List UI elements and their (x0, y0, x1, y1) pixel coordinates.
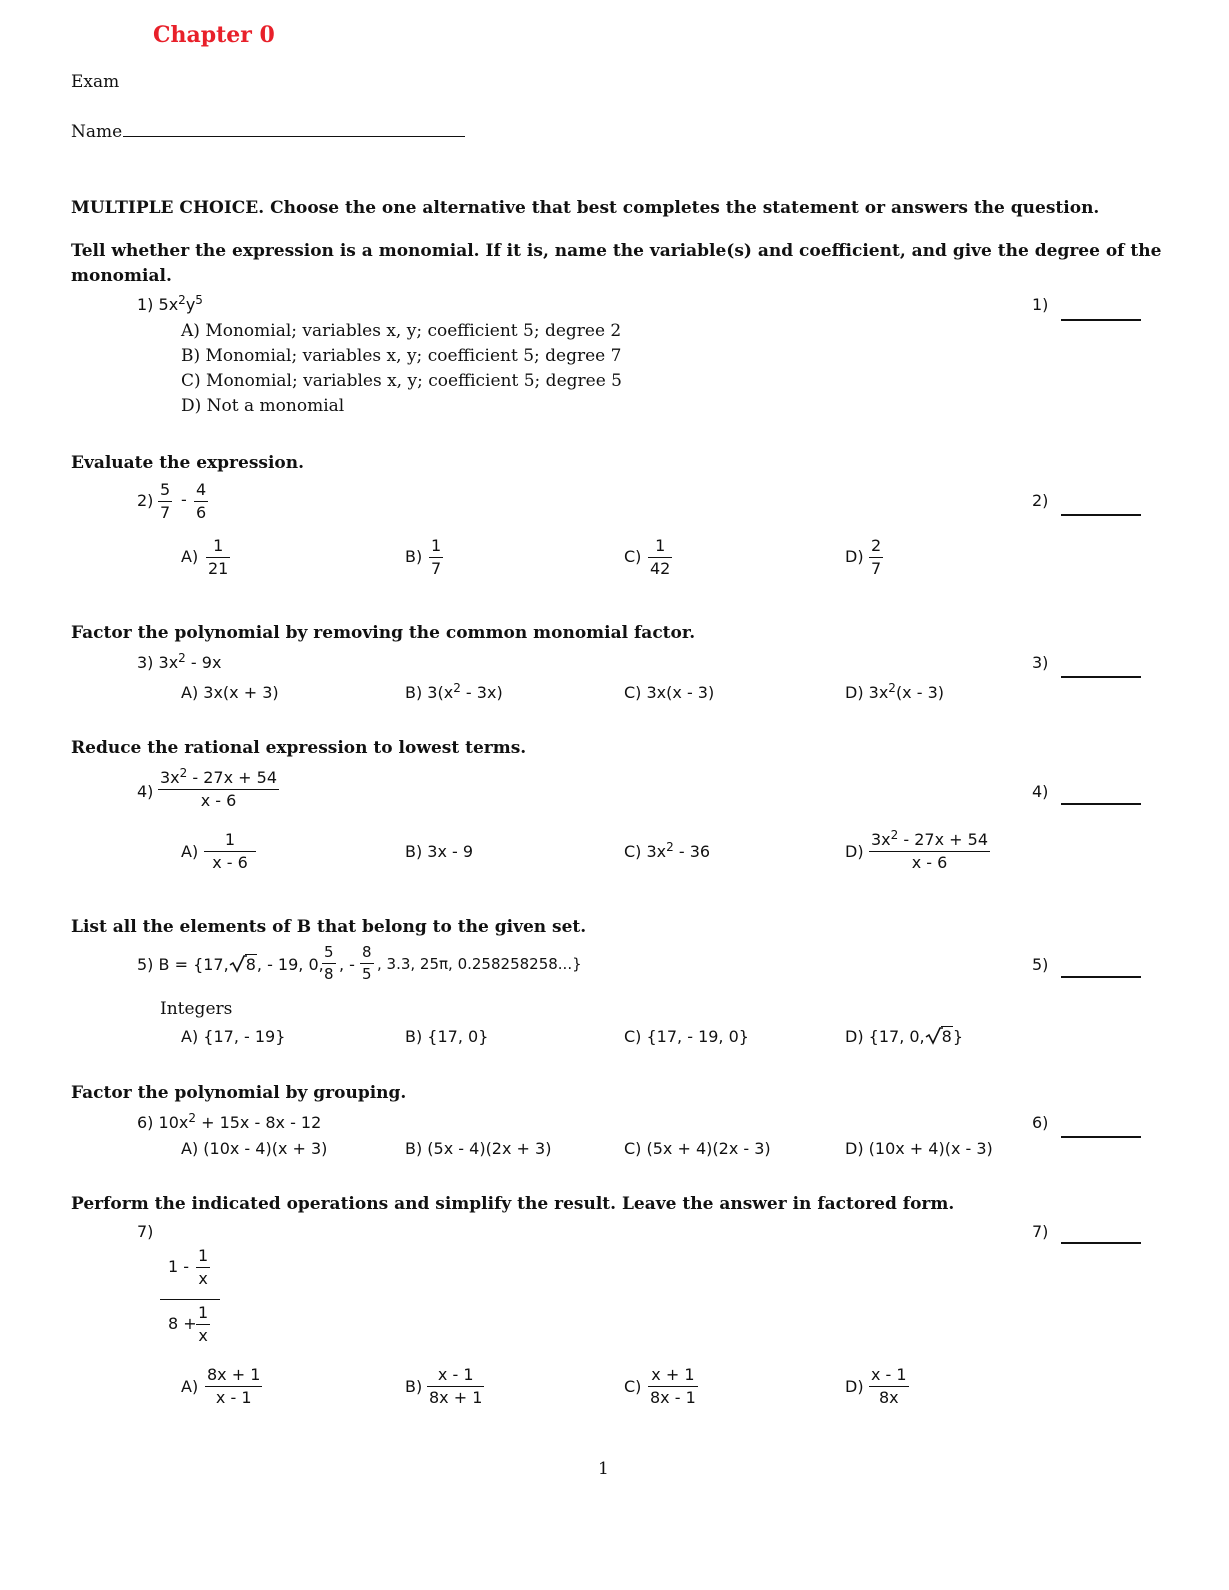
answer-line-4[interactable] (1061, 803, 1141, 805)
choice-7d-label[interactable]: D) (845, 1377, 864, 1396)
choice-1d[interactable]: D) Not a monomial (181, 396, 345, 416)
q5-separator: , - (339, 955, 355, 974)
choice-2a-label[interactable]: A) (181, 547, 199, 566)
sqrt-symbol: 8 (925, 1029, 953, 1045)
choice-2b-fraction[interactable]: $\frac{1}{7}$ (431, 536, 442, 578)
choice-1c[interactable]: C) Monomial; variables x, y; coefficient 5; degree 5 (181, 371, 622, 391)
q5-set-suffix: , 3.3, 25π, 0.258258258...} (377, 955, 582, 973)
question-1-prompt: 1) $5x^2y^5$ (137, 293, 203, 314)
chapter-title: Chapter 0 (153, 22, 275, 48)
answer-label-7: 7) (1032, 1222, 1049, 1241)
sqrt-symbol: 8 (229, 957, 257, 973)
choice-7a-label[interactable]: A) (181, 1377, 199, 1396)
choice-7c-fraction[interactable]: $\frac{x + 1}{8x - 1}$ (650, 1365, 696, 1407)
choice-6a[interactable]: A) (10x - 4)(x + 3) (181, 1139, 328, 1158)
q7-top-fraction: $\frac{1}{x}$ (198, 1246, 209, 1288)
question-number-7: 7) (137, 1222, 154, 1241)
q2-operator: - (181, 490, 187, 509)
answer-line-1[interactable] (1061, 319, 1141, 321)
choice-2a-fraction[interactable]: $\frac{1}{21}$ (208, 536, 229, 578)
question-5-prompt: 5) B = {17, 8, - 19, 0, (137, 955, 324, 974)
answer-line-7[interactable] (1061, 1242, 1141, 1244)
choice-4d-fraction[interactable]: $\frac{3x^2 - 27x + 54}{x - 6}$ (871, 828, 989, 872)
choice-7c-label[interactable]: C) (624, 1377, 642, 1396)
choice-7b-label[interactable]: B) (405, 1377, 423, 1396)
choice-4b[interactable]: B) 3x - 9 (405, 842, 474, 861)
choice-1b[interactable]: B) Monomial; variables x, y; coefficient 5; degree 7 (181, 346, 622, 366)
choice-2c-fraction[interactable]: $\frac{1}{42}$ (650, 536, 671, 578)
q5-fraction-2: $\frac{8}{5}$ (362, 943, 372, 983)
q7-main-fraction-bar (160, 1299, 220, 1300)
q4-rational-expression: $\frac{3x^2 - 27x + 54}{x - 6}$ (160, 766, 278, 810)
section-2-heading: Evaluate the expression. (71, 453, 305, 473)
q5-subset-label: Integers (160, 999, 233, 1019)
answer-label-3: 3) (1032, 653, 1049, 672)
answer-line-6[interactable] (1061, 1136, 1141, 1138)
q7-bottom-fraction: $\frac{1}{x}$ (198, 1303, 209, 1345)
choice-7a-fraction[interactable]: $\frac{8x + 1}{x - 1}$ (207, 1365, 261, 1407)
answer-label-1: 1) (1032, 295, 1049, 314)
choice-4a-fraction[interactable]: $\frac{1}{x - 6}$ (204, 832, 256, 871)
choice-2c-label[interactable]: C) (624, 547, 642, 566)
section-5-heading: List all the elements of B that belong to the given set. (71, 917, 587, 937)
choice-3b[interactable]: B) $3(x^2 - 3x)$ (405, 681, 503, 702)
page-number: 1 (598, 1459, 609, 1479)
q7-top-whole: 1 - (168, 1257, 190, 1276)
choice-2b-label[interactable]: B) (405, 547, 423, 566)
choice-2d-label[interactable]: D) (845, 547, 864, 566)
question-number-2: 2) (137, 491, 154, 510)
section-1-heading-line1: Tell whether the expression is a monomial. If it is, name the variable(s) and coefficient, and give the degree of the (71, 241, 1162, 261)
answer-line-2[interactable] (1061, 514, 1141, 516)
choice-4d-label[interactable]: D) (845, 842, 864, 861)
section-7-heading: Perform the indicated operations and simplify the result. Leave the answer in factored form. (71, 1194, 955, 1214)
choice-5a[interactable]: A) {17, - 19} (181, 1027, 286, 1046)
question-number: 1) (137, 295, 154, 314)
question-3-prompt: 3) $3x^2 - 9x$ (137, 651, 222, 672)
answer-label-2: 2) (1032, 491, 1049, 510)
answer-label-5: 5) (1032, 955, 1049, 974)
q7-bottom-whole: 8 + (168, 1314, 197, 1333)
exam-label: Exam (71, 72, 120, 92)
choice-7b-fraction[interactable]: $\frac{x - 1}{8x + 1}$ (429, 1365, 483, 1407)
choice-3d[interactable]: D) $3x^2(x - 3)$ (845, 681, 945, 702)
answer-label-4: 4) (1032, 782, 1049, 801)
q5-fraction-1: $\frac{5}{8}$ (324, 943, 334, 983)
choice-7d-fraction[interactable]: $\frac{x - 1}{8x}$ (871, 1365, 907, 1407)
choice-2d-fraction[interactable]: $\frac{2}{7}$ (871, 536, 882, 578)
answer-line-3[interactable] (1061, 676, 1141, 678)
choice-3c[interactable]: C) 3x(x - 3) (624, 683, 715, 702)
answer-label-6: 6) (1032, 1113, 1049, 1132)
section-3-heading: Factor the polynomial by removing the common monomial factor. (71, 623, 696, 643)
choice-6d[interactable]: D) (10x + 4)(x - 3) (845, 1139, 993, 1158)
name-field-row (71, 124, 465, 141)
section-6-heading: Factor the polynomial by grouping. (71, 1083, 407, 1103)
answer-line-5[interactable] (1061, 976, 1141, 978)
choice-4a-label[interactable]: A) (181, 842, 199, 861)
choice-6b[interactable]: B) (5x - 4)(2x + 3) (405, 1139, 552, 1158)
section-4-heading: Reduce the rational expression to lowest terms. (71, 738, 527, 758)
q2-fraction-1: $\frac{5}{7}$ (160, 480, 171, 522)
question-number-4: 4) (137, 782, 154, 801)
choice-3a[interactable]: A) 3x(x + 3) (181, 683, 279, 702)
instructions: MULTIPLE CHOICE. Choose the one alternative that best completes the statement or answers the question. (71, 198, 1100, 218)
name-label: Name (71, 122, 123, 142)
choice-6c[interactable]: C) (5x + 4)(2x - 3) (624, 1139, 771, 1158)
choice-5c[interactable]: C) {17, - 19, 0} (624, 1027, 749, 1046)
choice-4c[interactable]: C) $3x^2 - 36$ (624, 840, 711, 861)
name-blank[interactable] (123, 136, 465, 137)
choice-1a[interactable]: A) Monomial; variables x, y; coefficient 5; degree 2 (181, 321, 622, 341)
question-6-prompt: 6) $10x^2 + 15x - 8x - 12$ (137, 1111, 322, 1132)
choice-5d[interactable]: D) {17, 0, 8} (845, 1027, 963, 1046)
q2-fraction-2: $\frac{4}{6}$ (196, 480, 207, 522)
choice-5b[interactable]: B) {17, 0} (405, 1027, 489, 1046)
section-1-heading-line2: monomial. (71, 266, 172, 286)
